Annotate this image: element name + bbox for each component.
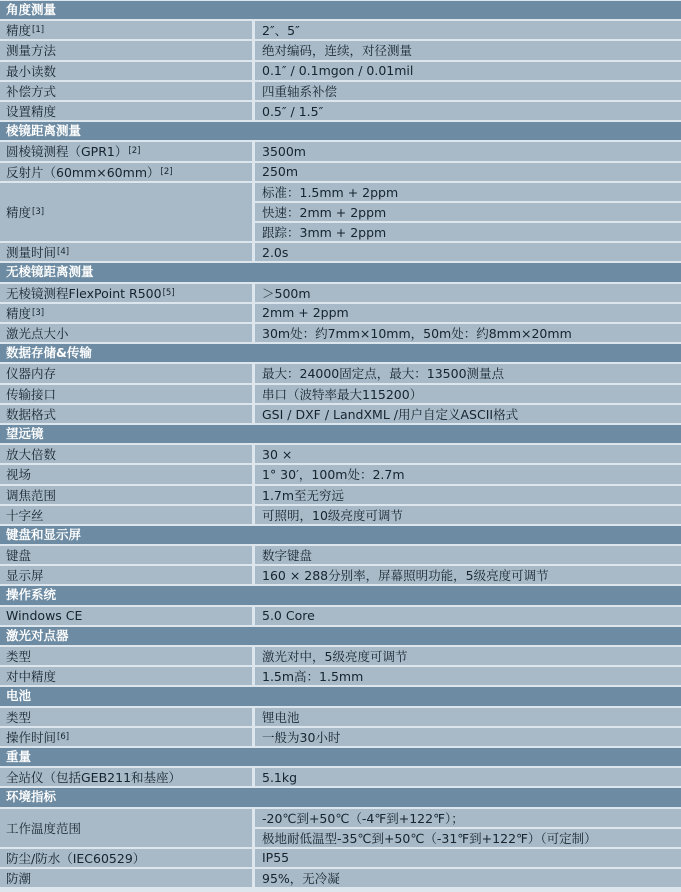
spec-row [0, 768, 681, 786]
spec-label [0, 869, 252, 887]
spec-value: 30m处：约7mm×10mm，50m处：约8mm×20mm [255, 324, 681, 342]
spec-label-text: 设置精度 [6, 104, 57, 120]
spec-row [0, 284, 681, 302]
spec-label-text: 对中精度 [6, 669, 57, 685]
section-header-data-storage: 数据存储&传输 [0, 344, 681, 362]
spec-label-text: 十字丝 [6, 507, 44, 523]
spec-label-text: 精度 [6, 204, 32, 220]
spec-label-text: 防尘/防水（IEC60529） [6, 850, 146, 866]
spec-label-text: 精度 [6, 23, 32, 39]
spec-label-text: 传输接口 [6, 386, 57, 402]
spec-label-text: Windows CE [6, 608, 83, 624]
spec-label-text: 圆棱镜测程（GPR1） [6, 144, 128, 160]
spec-label [0, 385, 252, 403]
spec-row [0, 869, 681, 887]
spec-value: 2mm + 2ppm [255, 304, 681, 322]
spec-label-text: 显示屏 [6, 568, 44, 584]
spec-label: 精度 [3] [0, 183, 252, 242]
spec-row [0, 486, 681, 504]
spec-row [0, 82, 681, 100]
spec-row [0, 465, 681, 483]
spec-label [0, 324, 252, 342]
spec-value: 3500m [255, 142, 681, 160]
spec-label: 操作时间 [6] [0, 728, 252, 746]
spec-value: 锂电池 [255, 708, 681, 726]
spec-label-text: 测量时间 [6, 245, 57, 261]
spec-label-text: 最小读数 [6, 63, 57, 79]
spec-value: 1.7m至无穷远 [255, 486, 681, 504]
spec-label [0, 486, 252, 504]
spec-label [0, 607, 252, 625]
section-header-keyboard-display: 键盘和显示屏 [0, 526, 681, 544]
section-header-weight: 重量 [0, 748, 681, 766]
spec-row [0, 566, 681, 584]
section-header-prism-distance: 棱镜距离测量 [0, 122, 681, 140]
spec-label-text: 类型 [6, 649, 32, 665]
spec-value-group [255, 809, 681, 847]
spec-value: 串口（波特率最大115200） [255, 385, 681, 403]
spec-value: 一般为30小时 [255, 728, 681, 746]
spec-label: 圆棱镜测程（GPR1） [2] [0, 142, 252, 160]
spec-row [0, 708, 681, 726]
spec-value: 绝对编码，连续，对径测量 [255, 41, 681, 59]
spec-value: 最大：24000固定点，最大：13500测量点 [255, 364, 681, 382]
spec-row [0, 667, 681, 685]
spec-label [0, 667, 252, 685]
spec-label [0, 849, 252, 867]
spec-label-text: 仪器内存 [6, 366, 57, 382]
spec-label [0, 62, 252, 80]
spec-row [0, 304, 681, 322]
spec-label: 反射片（60mm×60mm） [2] [0, 163, 252, 181]
spec-label: 测量时间 [4] [0, 243, 252, 261]
spec-value: 5.1kg [255, 768, 681, 786]
spec-label-text: 激光点大小 [6, 326, 69, 342]
spec-row [0, 364, 681, 382]
spec-row [0, 41, 681, 59]
spec-label [0, 445, 252, 463]
spec-value: GSI / DXF / LandXML /用户自定义ASCII格式 [255, 405, 681, 423]
spec-label-text: 反射片（60mm×60mm） [6, 164, 160, 180]
spec-label-text: 防潮 [6, 871, 32, 887]
spec-row [0, 849, 681, 867]
spec-label [0, 566, 252, 584]
spec-value: 标准：1.5mm + 2ppm [255, 183, 681, 201]
spec-row [0, 546, 681, 564]
spec-value: 2″、5″ [255, 21, 681, 39]
spec-value: ＞500m [255, 284, 681, 302]
spec-label [0, 41, 252, 59]
spec-value: 2.0s [255, 243, 681, 261]
spec-label [0, 405, 252, 423]
spec-label [0, 809, 252, 847]
spec-row [0, 102, 681, 120]
spec-value: 0.1″ / 0.1mgon / 0.01mil [255, 62, 681, 80]
spec-value: 0.5″ / 1.5″ [255, 102, 681, 120]
spec-value: 95%，无冷凝 [255, 869, 681, 887]
section-header-laser-plummet: 激光对点器 [0, 627, 681, 645]
spec-row [0, 728, 681, 746]
spec-row [0, 506, 681, 524]
section-header-reflectorless-distance: 无棱镜距离测量 [0, 263, 681, 281]
spec-row [0, 445, 681, 463]
spec-label-text: 全站仪（包括GEB211和基座） [6, 770, 182, 786]
spec-row [0, 142, 681, 160]
spec-label-text: 测量方法 [6, 43, 57, 59]
spec-label [0, 708, 252, 726]
spec-value: 极地耐低温型-35℃到+50℃（-31℉到+122℉）（可定制） [255, 829, 681, 847]
spec-row [0, 183, 681, 242]
spec-row [0, 324, 681, 342]
spec-label-text: 视场 [6, 467, 32, 483]
spec-value: 1.5m高：1.5mm [255, 667, 681, 685]
spec-label [0, 364, 252, 382]
spec-row [0, 385, 681, 403]
spec-value: -20℃到+50℃（-4℉到+122℉）； [255, 809, 681, 827]
section-header-os: 操作系统 [0, 586, 681, 604]
section-header-environment: 环境指标 [0, 788, 681, 806]
spec-row [0, 62, 681, 80]
spec-value: 5.0 Core [255, 607, 681, 625]
spec-label-text: 补偿方式 [6, 83, 57, 99]
spec-label-text: 类型 [6, 709, 32, 725]
spec-row [0, 607, 681, 625]
spec-value-group [255, 183, 681, 242]
spec-row [0, 647, 681, 665]
spec-row [0, 405, 681, 423]
spec-row [0, 163, 681, 181]
spec-label-text: 键盘 [6, 548, 32, 564]
spec-value: 可照明，10级亮度可调节 [255, 506, 681, 524]
spec-label [0, 82, 252, 100]
spec-label-text: 工作温度范围 [6, 820, 82, 836]
spec-value: 数字键盘 [255, 546, 681, 564]
spec-row [0, 243, 681, 261]
section-header-battery: 电池 [0, 687, 681, 705]
spec-label-text: 数据格式 [6, 406, 57, 422]
spec-label [0, 465, 252, 483]
spec-label: 无棱镜测程FlexPoint R500 [5] [0, 284, 252, 302]
section-header-telescope: 望远镜 [0, 425, 681, 443]
spec-value: 160 × 288分别率，屏幕照明功能，5级亮度可调节 [255, 566, 681, 584]
spec-value: 30 × [255, 445, 681, 463]
spec-label-text: 精度 [6, 305, 32, 321]
spec-label-text: 操作时间 [6, 729, 57, 745]
spec-label: 精度 [3] [0, 304, 252, 322]
spec-label [0, 102, 252, 120]
spec-label-text: 放大倍数 [6, 447, 57, 463]
spec-value: 激光对中，5级亮度可调节 [255, 647, 681, 665]
spec-row [0, 21, 681, 39]
spec-label [0, 506, 252, 524]
spec-value: 快速：2mm + 2ppm [255, 203, 681, 221]
spec-label [0, 768, 252, 786]
section-header-angle: 角度测量 [0, 1, 681, 19]
spec-value: 四重轴系补偿 [255, 82, 681, 100]
spec-value: 250m [255, 163, 681, 181]
spec-label: 精度 [1] [0, 21, 252, 39]
spec-row [0, 809, 681, 847]
spec-value: 跟踪：3mm + 2ppm [255, 223, 681, 241]
spec-label-text: 无棱镜测程FlexPoint R500 [6, 285, 162, 301]
spec-label [0, 546, 252, 564]
spec-label [0, 647, 252, 665]
spec-label-text: 调焦范围 [6, 487, 57, 503]
spec-value: 1° 30′，100m处：2.7m [255, 465, 681, 483]
spec-value: IP55 [255, 849, 681, 867]
